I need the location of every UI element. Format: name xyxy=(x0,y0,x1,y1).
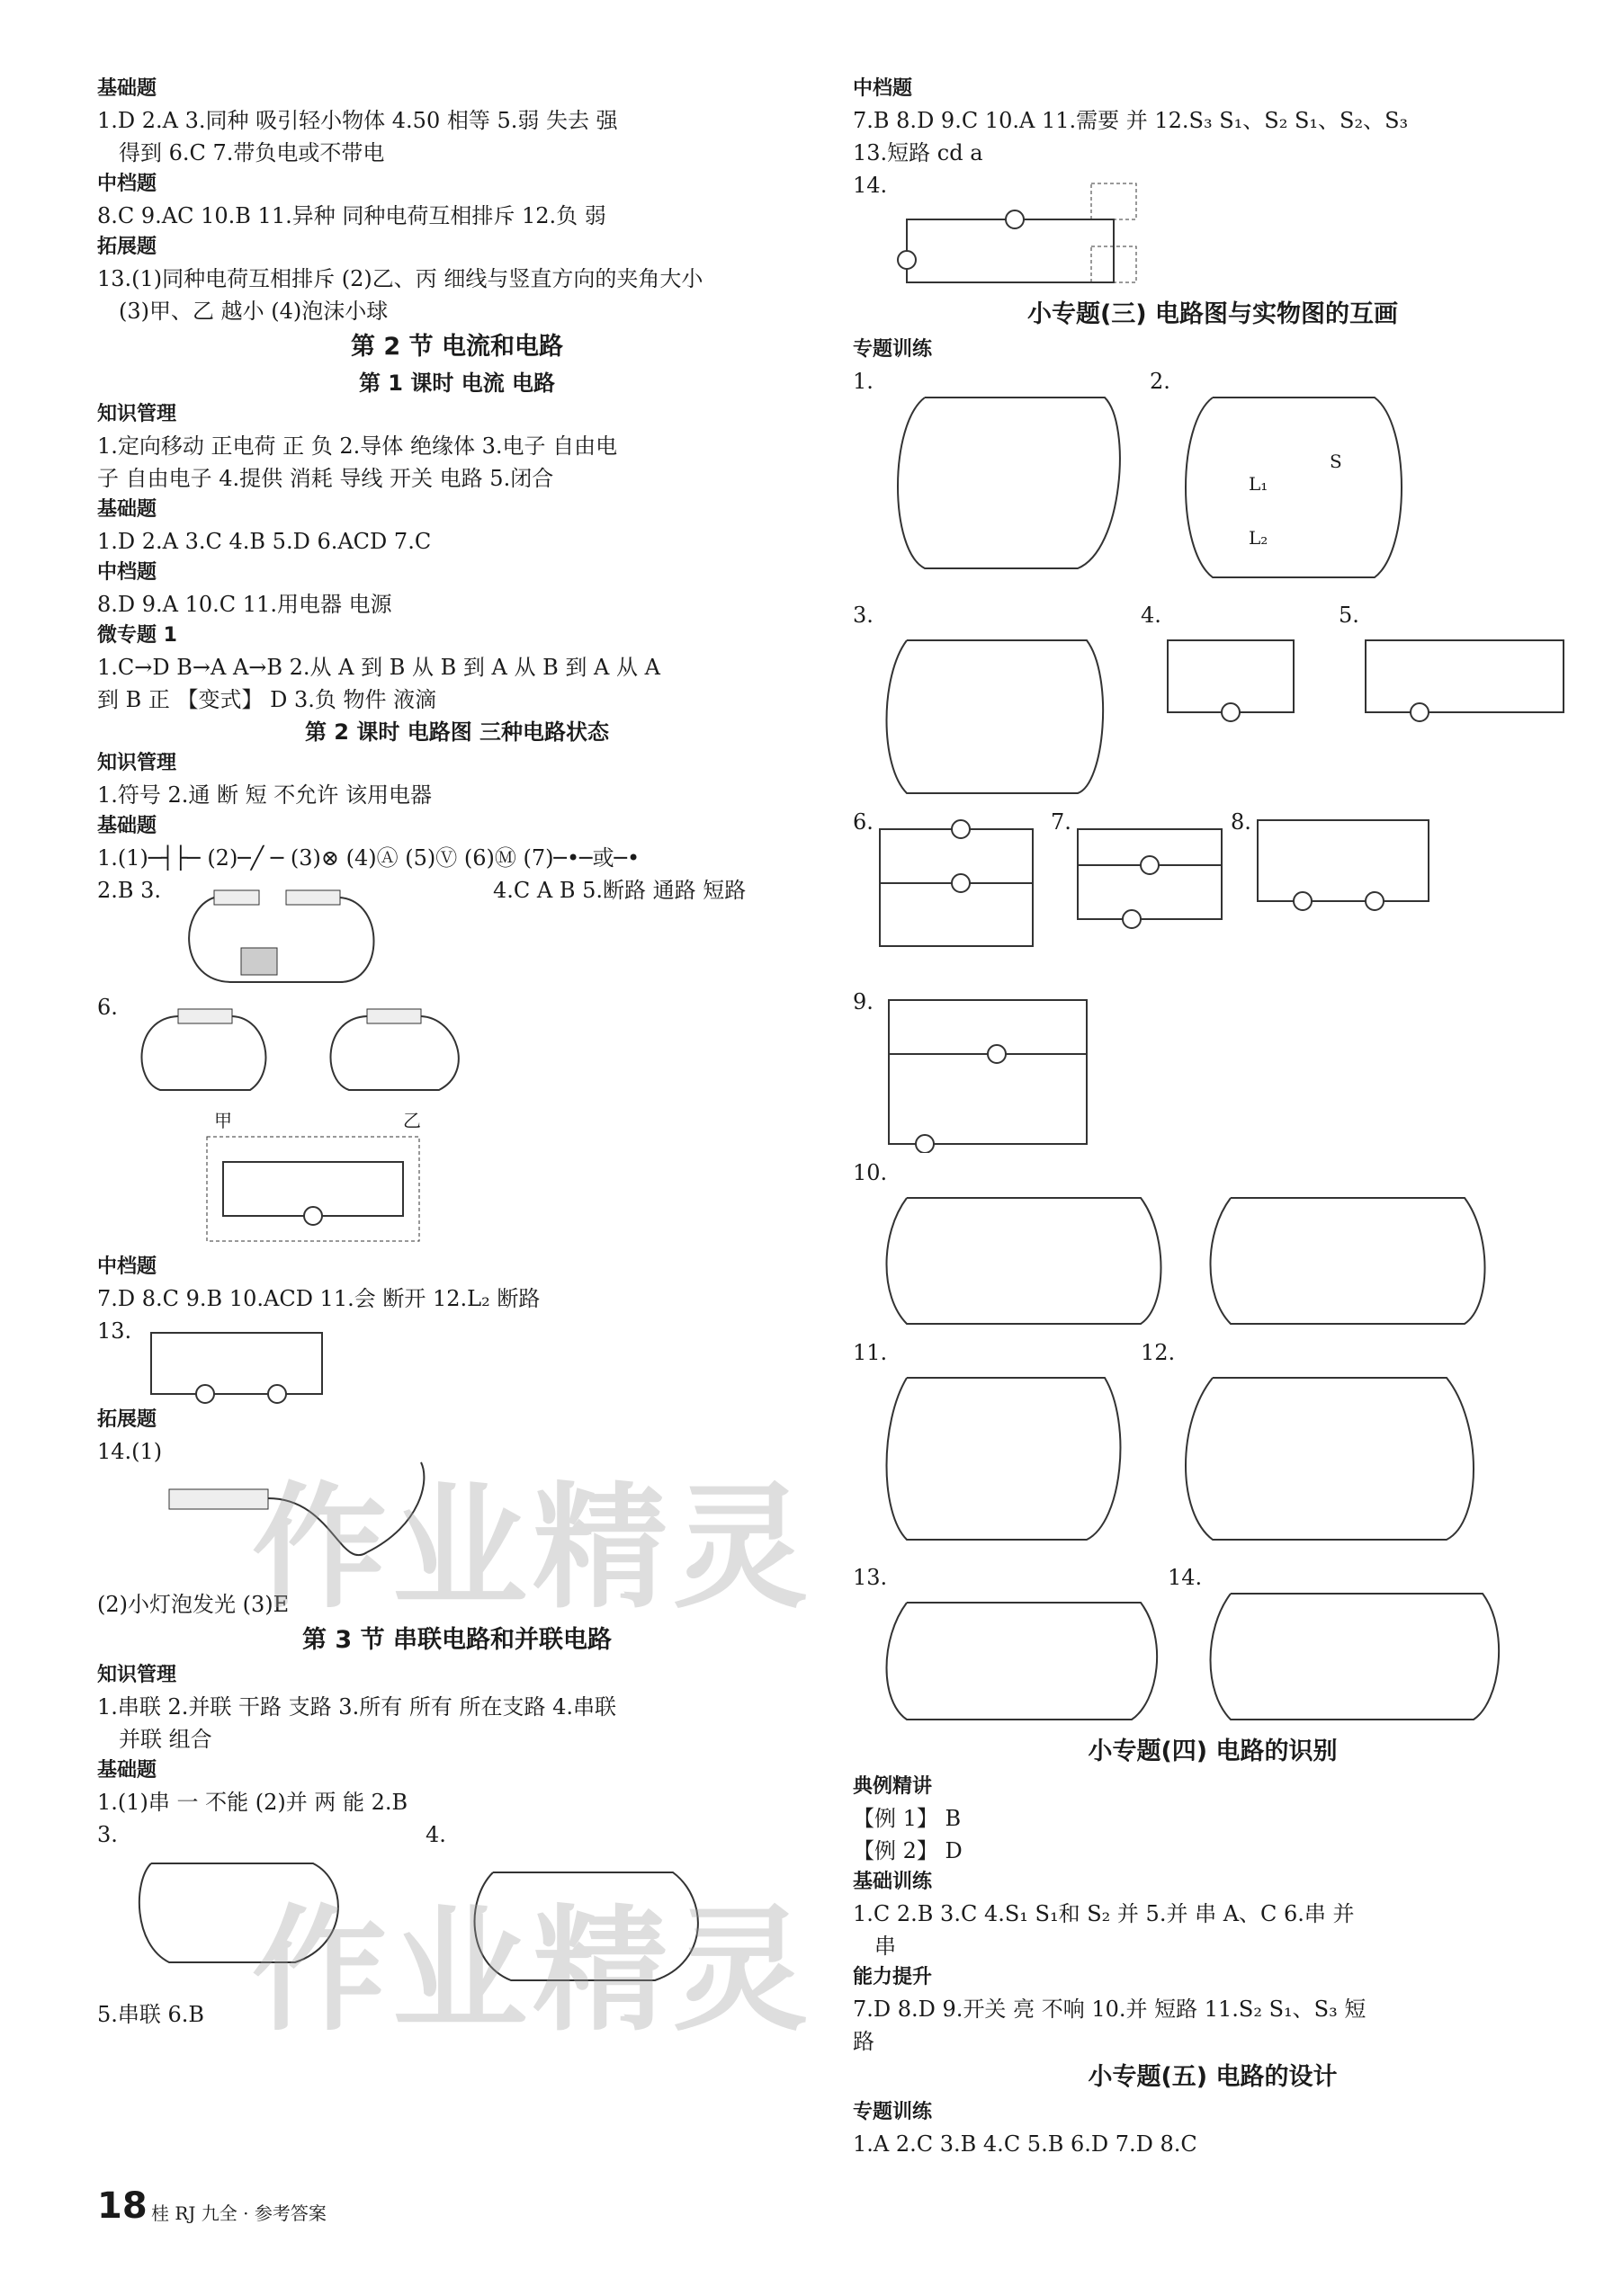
answer-line: 【例 2】 D xyxy=(853,1838,963,1863)
answer-line: 1.D 2.A 3.C 4.B 5.D 6.ACD 7.C xyxy=(97,529,432,554)
figures-row-13-14 xyxy=(853,1561,1573,1732)
section-heading: 典例精讲 xyxy=(853,1775,933,1798)
answer-line: 1.符号 2.通 断 短 不允许 该用电器 xyxy=(97,782,432,808)
label-L2: L₂ xyxy=(1249,527,1268,549)
section-heading: 中档题 xyxy=(97,173,157,195)
label-S: S xyxy=(1330,451,1342,472)
question-number: 9. xyxy=(853,989,874,1014)
answer-line: 13.短路 cd a xyxy=(853,140,983,165)
answer-line: 并联 组合 xyxy=(119,1727,212,1752)
section-heading: 基础训练 xyxy=(853,1871,933,1893)
section-heading: 知识管理 xyxy=(97,1664,177,1686)
circuit-figures-3-4-5 xyxy=(871,604,1573,802)
answer-line: 路 xyxy=(853,2029,874,2054)
circuit-sketches-1-2 xyxy=(871,371,1573,595)
question-number: 7. xyxy=(1051,809,1071,835)
circuit-diagram-dashed xyxy=(205,1135,421,1243)
question-number: 14.(1) xyxy=(97,1439,163,1464)
right-column xyxy=(853,74,1573,2160)
answer-line: 串 xyxy=(874,1934,896,1959)
answer-line: 7.B 8.D 9.C 10.A 11.需要 并 12.S₃ S₁、S₂ S₁、S₂、S₃ xyxy=(853,108,1409,133)
answer-line: 8.C 9.AC 10.B 11.异种 同种电荷互相排斥 12.负 弱 xyxy=(97,203,606,228)
section-title: 小专题(四) 电路的识别 xyxy=(1088,1738,1338,1765)
answer-line: 2.B 3. xyxy=(97,878,162,903)
question-number: 4. xyxy=(426,1822,446,1847)
figure-label-b: 乙 xyxy=(403,1110,421,1131)
watermark: 作业精灵 xyxy=(252,1470,814,1627)
answer-line: 到 B 正 【变式】 D 3.负 物件 液滴 xyxy=(97,687,437,712)
left-column xyxy=(97,74,817,2031)
answer-line: 4.C A B 5.断路 通路 短路 xyxy=(493,878,747,903)
answer-line: 1.D 2.A 3.同种 吸引轻小物体 4.50 相等 5.弱 失去 强 xyxy=(97,108,618,133)
section-heading: 基础题 xyxy=(97,815,157,837)
question-number: 14. xyxy=(1168,1565,1203,1590)
section-heading: 基础题 xyxy=(97,77,157,100)
section-heading: 拓展题 xyxy=(97,1408,157,1431)
section-heading: 基础题 xyxy=(97,1759,157,1782)
question-number: 13. xyxy=(97,1318,132,1344)
answer-line: 7.D 8.D 9.开关 亮 不响 10.并 短路 11.S₂ S₁、S₃ 短 xyxy=(853,1997,1367,2022)
figure-10 xyxy=(853,1157,1573,1336)
answer-line: 1.串联 2.并联 干路 支路 3.所有 所有 所在支路 4.串联 xyxy=(97,1694,616,1720)
footer-text: 桂 RJ 九全 · 参考答案 xyxy=(151,2202,327,2224)
figures-row-6-7-8 xyxy=(853,806,1573,986)
section-heading: 能力提升 xyxy=(853,1966,933,1988)
section-heading: 基础题 xyxy=(97,498,157,521)
answer-line: 7.D 8.C 9.B 10.ACD 11.会 断开 12.L₂ 断路 xyxy=(97,1286,541,1311)
answer-line: (3)甲、乙 越小 (4)泡沫小球 xyxy=(119,299,389,324)
section-title: 第 3 节 串联电路和并联电路 xyxy=(302,1626,612,1654)
answer-line: 1.C→D B→A A→B 2.从 A 到 B 从 B 到 A 从 B 到 A 从 A xyxy=(97,655,660,680)
label-L1: L₁ xyxy=(1249,473,1268,495)
question-number: 5. xyxy=(1339,603,1359,628)
figure-r14 xyxy=(853,169,1573,295)
figure-9 xyxy=(853,986,1573,1157)
watermark: 作业精灵 xyxy=(252,1893,814,2050)
page-number: 18 xyxy=(97,2185,148,2227)
section-title: 小专题(三) 电路图与实物图的互画 xyxy=(1026,300,1399,328)
figure-q6 xyxy=(97,991,817,1135)
section-heading: 中档题 xyxy=(97,1255,157,1278)
figure-q13 xyxy=(97,1315,817,1405)
question-number: 6. xyxy=(97,995,118,1020)
answer-line: 8.D 9.A 10.C 11.用电器 电源 xyxy=(97,592,392,617)
answer-line: 【例 1】 B xyxy=(853,1806,962,1831)
answer-line: 1.(1)串 一 不能 (2)并 两 能 2.B xyxy=(97,1790,408,1815)
circuit-sketches-13-14 xyxy=(871,1567,1573,1729)
circuit-sketch-pair xyxy=(124,991,502,1126)
section-heading: 中档题 xyxy=(97,561,157,584)
question-number: 6. xyxy=(853,809,874,835)
question-number: 11. xyxy=(853,1340,888,1365)
question-number: 4. xyxy=(1141,603,1161,628)
section-heading: 中档题 xyxy=(853,77,913,100)
section-title: 小专题(五) 电路的设计 xyxy=(1088,2063,1338,2091)
lesson-title: 第 2 课时 电路图 三种电路状态 xyxy=(304,719,610,745)
section-title: 第 2 节 电流和电路 xyxy=(351,333,563,361)
figure-label-a: 甲 xyxy=(214,1110,232,1131)
question-number: 10. xyxy=(853,1160,888,1185)
circuit-sketches-11-12 xyxy=(871,1342,1573,1558)
question-number: 8. xyxy=(1231,809,1251,835)
figures-row-1-2 xyxy=(853,365,1573,599)
section-heading: 拓展题 xyxy=(97,236,157,258)
lesson-title: 第 1 课时 电流 电路 xyxy=(358,371,556,396)
circuit-sketch-motor xyxy=(178,874,448,991)
section-heading: 知识管理 xyxy=(97,752,177,774)
circuit-figure-9 xyxy=(871,991,1123,1153)
answer-line: 13.(1)同种电荷互相排斥 (2)乙、丙 细线与竖直方向的夹角大小 xyxy=(97,266,703,291)
question-number: 3. xyxy=(853,603,874,628)
section-heading: 专题训练 xyxy=(853,2101,933,2123)
answer-line: 1.(1)─┤├─ (2)─╱ ─ (3)⊗ (4)Ⓐ (5)Ⓥ (6)Ⓜ (7)─•─或─• xyxy=(97,845,641,871)
section-heading: 知识管理 xyxy=(97,403,177,425)
circuit-diagram-two-lamps xyxy=(142,1322,340,1412)
figures-row-3-4-5 xyxy=(853,599,1573,806)
answer-line: 得到 6.C 7.带负电或不带电 xyxy=(119,140,385,165)
figure-q3 xyxy=(97,874,817,991)
answer-line: 1.A 2.C 3.B 4.C 5.B 6.D 7.D 8.C xyxy=(853,2131,1197,2157)
section-heading: 微专题 1 xyxy=(97,624,177,647)
circuit-diagram-r14 xyxy=(889,174,1141,291)
answer-line: 5.串联 6.B xyxy=(97,2002,205,2027)
section-heading: 专题训练 xyxy=(853,338,933,361)
answer-line: 1.定向移动 正电荷 正 负 2.导体 绝缘体 3.电子 自由电 xyxy=(97,433,618,459)
figures-row-11-12 xyxy=(853,1336,1573,1561)
question-number: 12. xyxy=(1141,1340,1176,1365)
question-number: 3. xyxy=(97,1822,118,1847)
question-number: 14. xyxy=(853,173,888,198)
answer-line: 子 自由电子 4.提供 消耗 导线 开关 电路 5.闭合 xyxy=(97,466,554,491)
figure-q6-diagram xyxy=(97,1135,817,1252)
question-number: 2. xyxy=(1150,369,1170,394)
circuit-figures-6-7-8 xyxy=(871,811,1573,982)
answer-line: 1.C 2.B 3.C 4.S₁ S₁和 S₂ 并 5.并 串 A、C 6.串 并 xyxy=(853,1901,1355,1926)
answer-line: (2)小灯泡发光 (3)E xyxy=(97,1592,290,1617)
circuit-sketch-10 xyxy=(871,1162,1555,1333)
question-number: 1. xyxy=(853,369,874,394)
question-number: 13. xyxy=(853,1565,888,1590)
